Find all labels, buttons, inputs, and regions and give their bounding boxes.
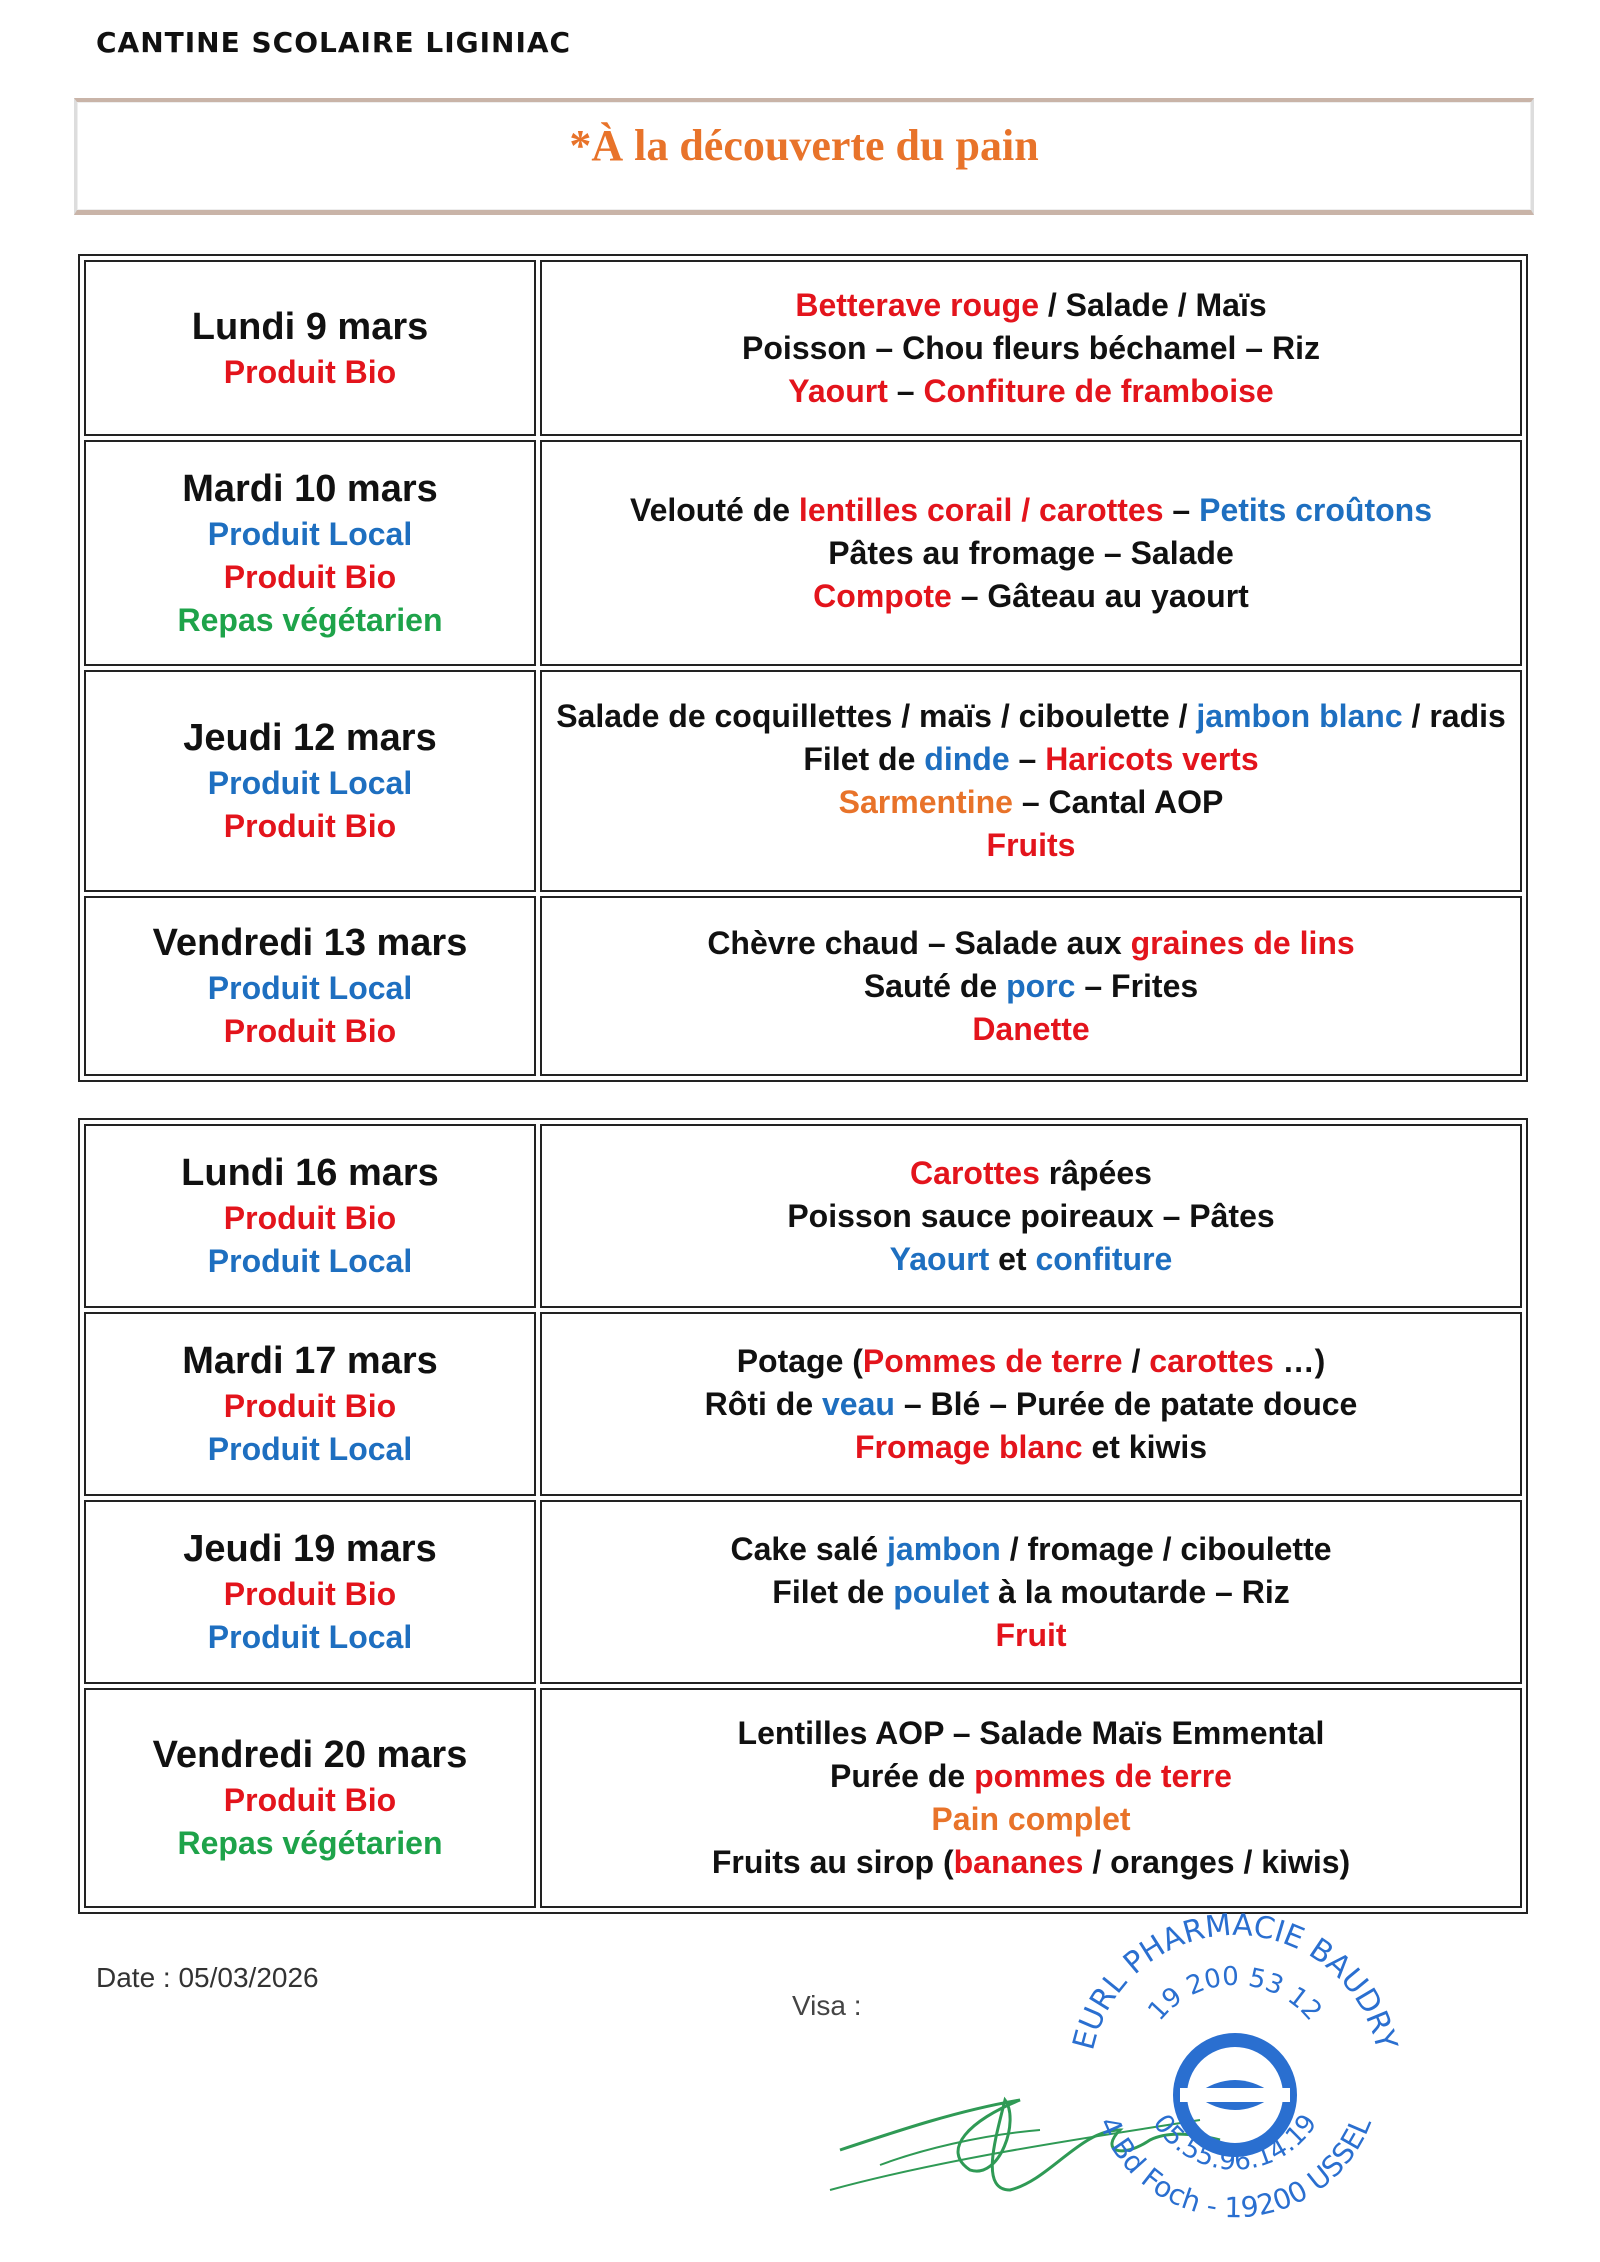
menu-cell	[540, 1312, 1522, 1496]
menu-item-text: Fruits au sirop (	[711, 1844, 954, 1880]
day-cell	[84, 670, 536, 892]
day-label: Repas végétarien	[177, 1825, 443, 1861]
menu-cell	[540, 260, 1522, 436]
menu-item-text: …)	[1273, 1342, 1326, 1379]
menu-line	[552, 1426, 1510, 1469]
menu-line	[552, 370, 1510, 413]
menu-item-text: Poisson – Chou fleurs béchamel – Riz	[742, 329, 1320, 366]
menu-row	[84, 896, 1522, 1076]
day-name: Vendredi 13 mars	[152, 922, 468, 964]
day-label: Produit Bio	[223, 1782, 397, 1818]
menu-item-text: Compote	[813, 577, 952, 614]
menu-item-text: jambon	[887, 1530, 1001, 1567]
menu-item-text: Poisson sauce poireaux – Pâtes	[787, 1197, 1275, 1234]
day-label: Produit Local	[207, 765, 413, 801]
menu-item-text: Yaourt	[889, 1240, 990, 1277]
menu-row	[84, 260, 1522, 436]
svg-text:19 200 53 12	[1142, 1962, 1327, 2027]
day-name: Vendredi 20 mars	[152, 1734, 468, 1776]
menu-line	[552, 1238, 1510, 1281]
day-label: Produit Bio	[223, 1388, 397, 1424]
menu-line	[552, 575, 1510, 618]
day-label: Produit Bio	[223, 1013, 397, 1049]
day-label: Produit Local	[207, 970, 413, 1006]
document-date: Date : 05/03/2026	[96, 1962, 319, 1993]
menu-item-text: confiture	[1035, 1240, 1173, 1277]
menu-item-text: râpées	[1039, 1154, 1152, 1191]
menu-line	[552, 1755, 1510, 1798]
visa-label: Visa :	[792, 1990, 862, 2021]
menu-item-text: porc	[1006, 967, 1076, 1004]
stamp-phone-text: 05.55.96.14.19	[1146, 2109, 1324, 2177]
school-name: CANTINE SCOLAIRE LIGINIAC	[96, 26, 572, 59]
menu-line	[552, 1152, 1510, 1195]
day-label: Repas végétarien	[177, 601, 443, 638]
menu-item-text: Filet de	[803, 741, 925, 777]
menu-item-text: Potage (	[736, 1342, 863, 1379]
week-1-menu-table	[78, 254, 1528, 1082]
menu-item-text: – Blé – Purée de patate douce	[894, 1385, 1358, 1422]
menu-item-text: Fruits	[986, 827, 1076, 863]
menu-item-text: Danette	[972, 1010, 1090, 1047]
menu-item-text: Confiture de framboise	[923, 372, 1274, 409]
menu-item-text: Carottes	[910, 1154, 1040, 1191]
menu-item-text: Sauté de	[863, 967, 1007, 1004]
pharmacy-stamp	[1020, 1880, 1440, 2250]
menu-line	[552, 965, 1510, 1008]
day-label: Produit Bio	[223, 353, 397, 390]
day-cell	[84, 896, 536, 1076]
stamp-top-text: EURL PHARMACIE BAUDRY	[1066, 1907, 1404, 2054]
day-label: Produit Bio	[223, 1200, 397, 1236]
menu-item-text: –	[1009, 741, 1046, 777]
day-cell	[84, 440, 536, 666]
menu-item-text: et kiwis	[1082, 1428, 1208, 1465]
menu-item-text: / Salade / Maïs	[1038, 286, 1267, 323]
menu-line	[552, 1340, 1510, 1383]
menu-item-text: Fromage blanc	[854, 1428, 1083, 1465]
menu-line	[552, 1614, 1510, 1657]
day-name: Jeudi 12 mars	[183, 717, 437, 759]
menu-item-text: Pommes de terre	[862, 1342, 1123, 1379]
menu-item-text: à la moutarde – Riz	[989, 1573, 1290, 1610]
theme-title: *À la découverte du pain	[569, 121, 1039, 170]
day-name: Jeudi 19 mars	[183, 1528, 437, 1570]
menu-item-text: Pain complet	[931, 1801, 1131, 1837]
day-cell	[84, 1312, 536, 1496]
menu-item-text: poulet	[893, 1573, 990, 1610]
day-cell	[84, 260, 536, 436]
menu-item-text: –	[887, 372, 924, 409]
menu-item-text: Filet de	[772, 1573, 894, 1610]
menu-cell	[540, 1500, 1522, 1684]
menu-row	[84, 1312, 1522, 1496]
menu-row	[84, 440, 1522, 666]
menu-cell	[540, 1124, 1522, 1308]
menu-item-text: Salade de coquillettes / maïs / ciboulette /	[556, 698, 1197, 734]
menu-line	[552, 1195, 1510, 1238]
day-label: Produit Bio	[223, 1576, 397, 1612]
day-cell	[84, 1500, 536, 1684]
day-cell	[84, 1688, 536, 1908]
menu-item-text: Rôti de	[704, 1385, 822, 1422]
menu-row	[84, 1124, 1522, 1308]
day-label: Produit Local	[207, 1619, 413, 1655]
menu-item-text: jambon blanc	[1196, 698, 1403, 734]
menu-item-text: Yaourt	[788, 372, 888, 409]
menu-item-text: Cake salé	[730, 1530, 888, 1567]
menu-item-text: Betterave rouge	[795, 286, 1039, 323]
menu-line	[552, 327, 1510, 370]
menu-item-text: Sarmentine	[838, 784, 1013, 820]
day-name: Mardi 17 mars	[182, 1340, 438, 1382]
day-label: Produit Bio	[223, 808, 397, 844]
menu-item-text: Chèvre chaud – Salade aux	[707, 924, 1131, 961]
menu-row	[84, 1500, 1522, 1684]
menu-item-text: Fruit	[995, 1616, 1067, 1653]
menu-line	[552, 1008, 1510, 1051]
menu-cell	[540, 1688, 1522, 1908]
day-label: Produit Local	[207, 515, 413, 552]
menu-item-text: – Cantal AOP	[1012, 784, 1224, 820]
menu-item-text: dinde	[924, 741, 1010, 777]
menu-cell	[540, 440, 1522, 666]
stamp-address-text: 4 Bd Foch - 19200 USSEL	[1092, 2111, 1378, 2225]
menu-item-text: bananes	[953, 1844, 1084, 1880]
menu-item-text: / radis	[1402, 698, 1506, 734]
menu-item-text: –	[1163, 491, 1200, 528]
menu-cell	[540, 896, 1522, 1076]
menu-line	[552, 781, 1510, 824]
menu-item-text: et	[989, 1240, 1036, 1277]
menu-line	[552, 1841, 1510, 1884]
menu-line	[552, 738, 1510, 781]
theme-banner	[74, 98, 1534, 215]
menu-item-text: Haricots verts	[1045, 741, 1259, 777]
menu-item-text: / oranges / kiwis)	[1083, 1844, 1351, 1880]
day-name: Lundi 16 mars	[181, 1152, 439, 1194]
day-label: Produit Local	[207, 1243, 413, 1279]
menu-line	[552, 532, 1510, 575]
week-2-menu-table	[78, 1118, 1528, 1914]
menu-item-text: carottes	[1149, 1342, 1274, 1379]
menu-item-text: /	[1122, 1342, 1150, 1379]
menu-row	[84, 1688, 1522, 1908]
day-name: Mardi 10 mars	[182, 467, 438, 510]
menu-item-text: Lentilles AOP – Salade Maïs Emmental	[737, 1715, 1325, 1751]
menu-line	[552, 1712, 1510, 1755]
menu-line	[552, 1383, 1510, 1426]
menu-item-text: Petits croûtons	[1199, 491, 1433, 528]
menu-line	[552, 1528, 1510, 1571]
menu-item-text: graines de lins	[1130, 924, 1355, 961]
menu-item-text: veau	[822, 1385, 895, 1422]
menu-item-text: Velouté de	[629, 491, 799, 528]
menu-item-text: Pâtes au fromage – Salade	[828, 534, 1234, 571]
day-name: Lundi 9 mars	[191, 305, 429, 348]
day-label: Produit Local	[207, 1431, 413, 1467]
menu-line	[552, 824, 1510, 867]
menu-line	[552, 1571, 1510, 1614]
menu-item-text: – Gâteau au yaourt	[951, 577, 1249, 614]
menu-row	[84, 670, 1522, 892]
menu-line	[552, 695, 1510, 738]
menu-cell	[540, 670, 1522, 892]
menu-line	[552, 489, 1510, 532]
menu-item-text: pommes de terre	[974, 1758, 1232, 1794]
stamp-logo-icon	[1180, 2040, 1290, 2150]
menu-line	[552, 284, 1510, 327]
menu-line	[552, 922, 1510, 965]
stamp-siren-text: 19 200 53 12	[1142, 1961, 1328, 2027]
day-cell	[84, 1124, 536, 1308]
menu-item-text: – Frites	[1075, 967, 1199, 1004]
menu-item-text: lentilles corail / carottes	[798, 491, 1164, 528]
menu-item-text: Purée de	[830, 1758, 975, 1794]
day-label: Produit Bio	[223, 558, 397, 595]
menu-line	[552, 1798, 1510, 1841]
menu-item-text: / fromage / ciboulette	[1000, 1530, 1332, 1567]
